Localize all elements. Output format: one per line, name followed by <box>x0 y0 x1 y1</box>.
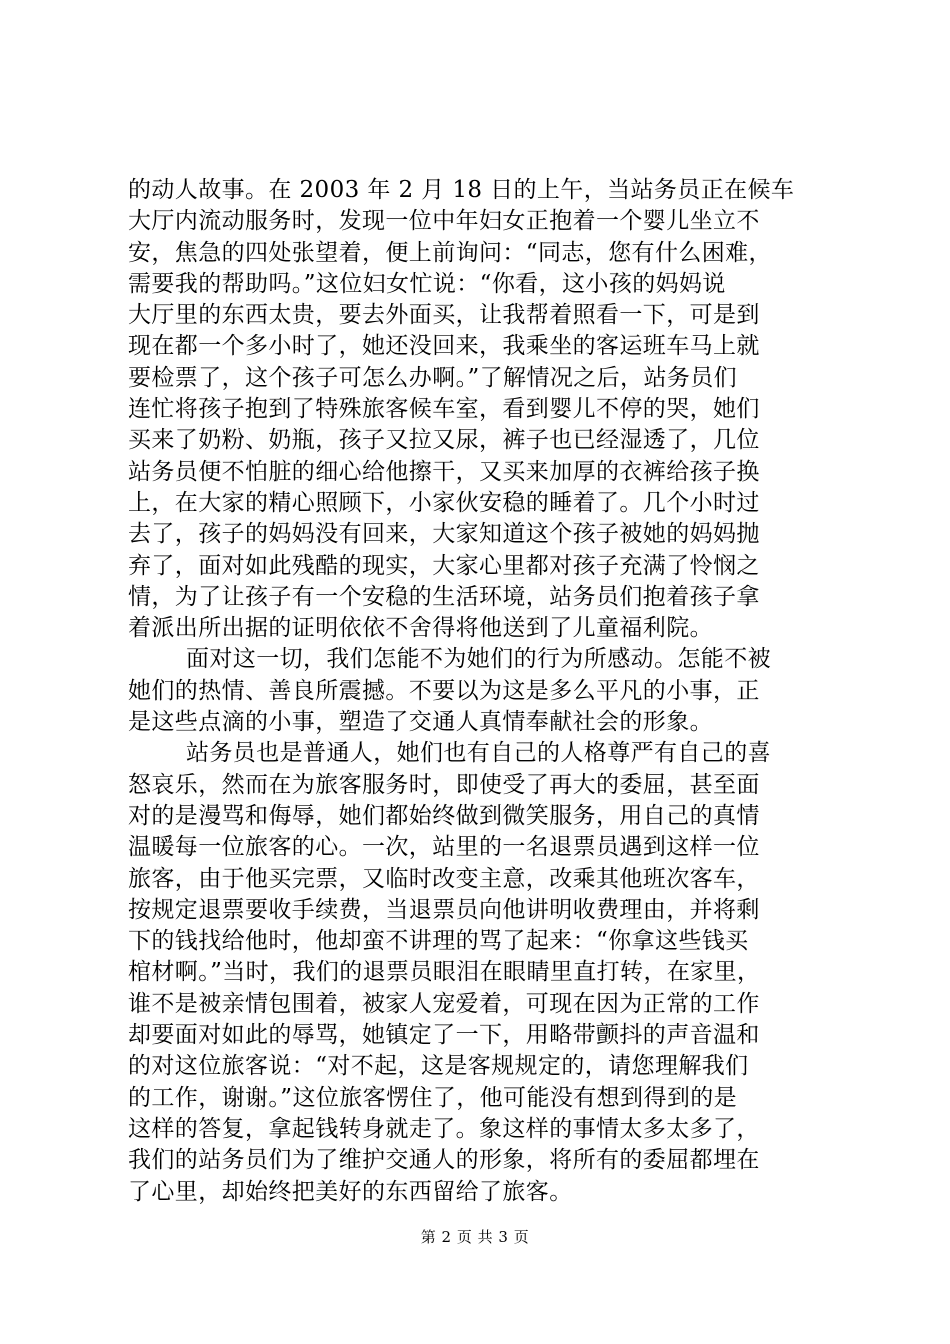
text-line: 对的是漫骂和侮辱，她们都始终做到微笑服务，用自己的真情 <box>128 802 760 829</box>
text-line: 她们的热情、善良所震撼。不要以为这是多么平凡的小事，正 <box>128 677 760 704</box>
document-body <box>128 175 828 1208</box>
text-line: 了心里，却始终把美好的东西留给了旅客。 <box>128 1178 573 1205</box>
text-line: 却要面对如此的辱骂，她镇定了一下，用略带颤抖的声音温和 <box>128 1022 760 1049</box>
text-line: 的对这位旅客说：“对不起，这是客规规定的，请您理解我们 <box>128 1053 749 1080</box>
text-line: 买来了奶粉、奶瓶，孩子又拉又尿，裤子也已经湿透了，几位 <box>128 427 760 454</box>
text-line: 着派出所出据的证明依依不舍得将他送到了儿童福利院。 <box>128 615 713 642</box>
text-line: 怒哀乐，然而在为旅客服务时，即使受了再大的委屈，甚至面 <box>128 771 760 798</box>
text-line: 棺材啊。”当时，我们的退票员眼泪在眼睛里直打转，在家里， <box>128 959 761 986</box>
text-line: 现在都一个多小时了，她还没回来，我乘坐的客运班车马上就 <box>128 333 760 360</box>
text-line: 的动人故事。在 2003 年 2 月 18 日的上午，当站务员正在候车 <box>128 177 795 203</box>
text-line: 温暖每一位旅客的心。一次，站里的一名退票员遇到这样一位 <box>128 834 760 861</box>
text-line: 情，为了让孩子有一个安稳的生活环境，站务员们抱着孩子拿 <box>128 583 760 610</box>
text-line: 要检票了，这个孩子可怎么办啊。”了解情况之后，站务员们 <box>128 364 738 391</box>
text-line: 弃了，面对如此残酷的现实，大家心里都对孩子充满了怜悯之 <box>128 552 760 579</box>
text-line: 我们的站务员们为了维护交通人的形象，将所有的委屈都埋在 <box>128 1147 760 1174</box>
text-line: 谁不是被亲情包围着，被家人宠爱着，可现在因为正常的工作 <box>128 990 760 1017</box>
text-line: 大厅里的东西太贵，要去外面买，让我帮着照看一下，可是到 <box>128 302 760 329</box>
text-line: 上，在大家的精心照顾下，小家伙安稳的睡着了。几个小时过 <box>128 489 760 516</box>
text-line: 是这些点滴的小事，塑造了交通人真情奉献社会的形象。 <box>128 709 713 736</box>
text-line: 去了，孩子的妈妈没有回来，大家知道这个孩子被她的妈妈抛 <box>128 521 760 548</box>
text-line: 连忙将孩子抱到了特殊旅客候车室，看到婴儿不停的哭，她们 <box>128 396 760 423</box>
text-line: 的工作，谢谢。”这位旅客愣住了，他可能没有想到得到的是 <box>128 1084 738 1111</box>
paragraph-start-line: 站务员也是普通人，她们也有自己的人格尊严有自己的喜 <box>186 740 771 767</box>
paragraph-start-line: 面对这一切，我们怎能不为她们的行为所感动。怎能不被 <box>186 646 771 673</box>
text-line: 需要我的帮助吗。”这位妇女忙说：“你看，这小孩的妈妈说 <box>128 270 726 297</box>
text-line: 站务员便不怕脏的细心给他擦干，又买来加厚的衣裤给孩子换 <box>128 458 760 485</box>
text-line: 按规定退票要收手续费，当退票员向他讲明收费理由，并将剩 <box>128 896 760 923</box>
text-line: 大厅内流动服务时，发现一位中年妇女正抱着一个婴儿坐立不 <box>128 208 760 235</box>
page-footer: 第 2 页 共 3 页 <box>420 1228 530 1246</box>
text-line: 安，焦急的四处张望着，便上前询问：“同志，您有什么困难， <box>128 239 772 266</box>
text-line: 旅客，由于他买完票，又临时改变主意，改乘其他班次客车， <box>128 865 760 892</box>
text-line: 下的钱找给他时，他却蛮不讲理的骂了起来：“你拿这些钱买 <box>128 928 749 955</box>
text-line: 这样的答复，拿起钱转身就走了。象这样的事情太多太多了， <box>128 1115 760 1142</box>
